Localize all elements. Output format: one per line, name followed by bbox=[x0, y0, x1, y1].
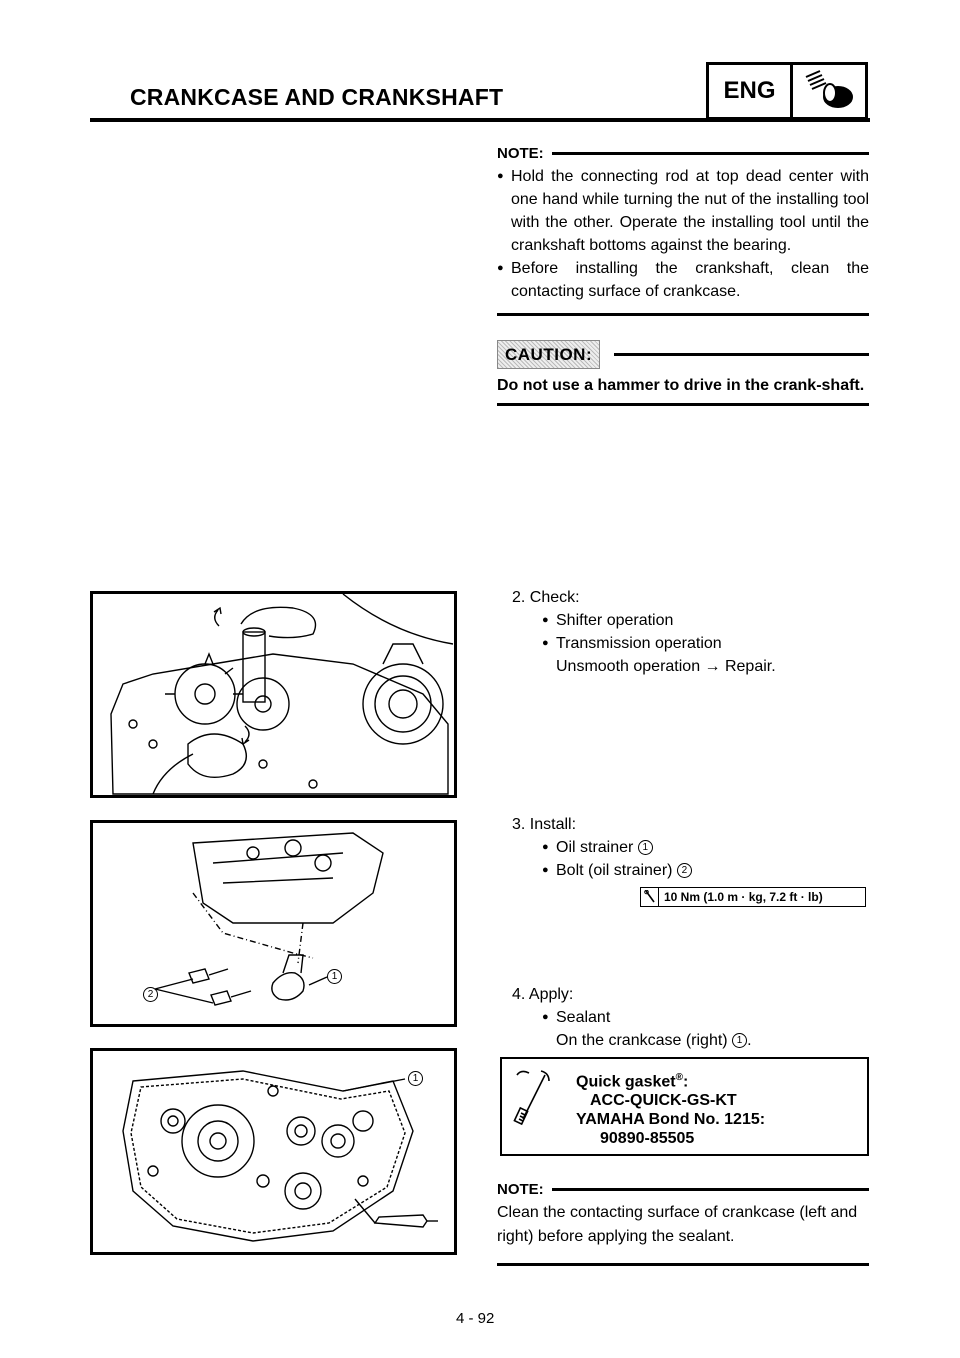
check-item: ● Transmission operation bbox=[542, 632, 776, 655]
wrench-icon bbox=[641, 888, 659, 906]
step-apply bbox=[512, 983, 752, 1052]
sealant-spec-box bbox=[500, 1057, 869, 1156]
note-text: Clean the contacting surface of crankcase (left and right) before applying the sealant. bbox=[497, 1204, 858, 1245]
callout-number: 1 bbox=[408, 1071, 423, 1086]
crankcase-illustration bbox=[93, 1051, 454, 1252]
note-end-rule bbox=[497, 313, 869, 316]
caution-label: CAUTION: bbox=[497, 340, 600, 369]
note-end-rule bbox=[497, 1263, 869, 1266]
section-tab bbox=[706, 62, 868, 120]
callout-number: 2 bbox=[143, 987, 158, 1002]
step-heading: 4. Apply: bbox=[512, 986, 574, 1003]
note-block-2 bbox=[497, 1178, 869, 1266]
figure-shifter-check bbox=[90, 591, 457, 798]
figure-crankcase-sealant bbox=[90, 1048, 457, 1255]
step-check bbox=[512, 586, 776, 678]
ref-number: 1 bbox=[638, 840, 653, 855]
check-action: Unsmooth operation → Repair. bbox=[556, 658, 776, 675]
install-item: ● Bolt (oil strainer) 2 bbox=[542, 859, 692, 882]
bond-name: YAMAHA Bond No. 1215: bbox=[576, 1111, 766, 1129]
ref-number: 2 bbox=[677, 863, 692, 878]
page-title: CRANKCASE AND CRANKSHAFT bbox=[130, 84, 504, 110]
check-item: ● Shifter operation bbox=[542, 609, 776, 632]
apply-detail: On the crankcase (right) 1 . bbox=[556, 1032, 752, 1049]
install-item: ● Oil strainer 1 bbox=[542, 836, 692, 859]
note-block bbox=[497, 142, 869, 316]
note-label: NOTE: bbox=[497, 1181, 544, 1198]
note-bullet: ● Hold the connecting rod at top dead center with one hand while turning the nut of the installing tool with the other. Operate the installing tool until the crankshaft bottoms against the bearing. bbox=[497, 165, 869, 257]
caution-text: Do not use a hammer to drive in the crank-shaft. bbox=[497, 377, 865, 394]
sealant-name: Quick gasket®: bbox=[576, 1072, 689, 1091]
caution-end-rule bbox=[497, 403, 869, 406]
step-install bbox=[512, 813, 692, 882]
page-number: 4 - 92 bbox=[456, 1310, 495, 1327]
torque-spec bbox=[640, 887, 866, 907]
shifter-illustration bbox=[93, 594, 454, 795]
sealant-tool-icon bbox=[502, 1059, 564, 1154]
sealant-part-number: ACC-QUICK-GS-KT bbox=[590, 1092, 737, 1110]
caution-block bbox=[497, 340, 869, 406]
apply-item: ● Sealant bbox=[542, 1006, 752, 1029]
figure-oil-strainer bbox=[90, 820, 457, 1027]
bond-part-number: 90890-85505 bbox=[600, 1130, 695, 1148]
engine-icon bbox=[793, 65, 865, 117]
note-bullet: ● Before installing the crankshaft, clean the contacting surface of crankcase. bbox=[497, 257, 869, 303]
step-heading: 3. Install: bbox=[512, 816, 577, 833]
section-label: ENG bbox=[709, 65, 793, 117]
ref-number: 1 bbox=[732, 1033, 747, 1048]
torque-value: 10 Nm (1.0 m · kg, 7.2 ft · lb) bbox=[664, 890, 823, 904]
note-label: NOTE: bbox=[497, 145, 544, 162]
step-heading: 2. Check: bbox=[512, 589, 580, 606]
callout-number: 1 bbox=[327, 969, 342, 984]
